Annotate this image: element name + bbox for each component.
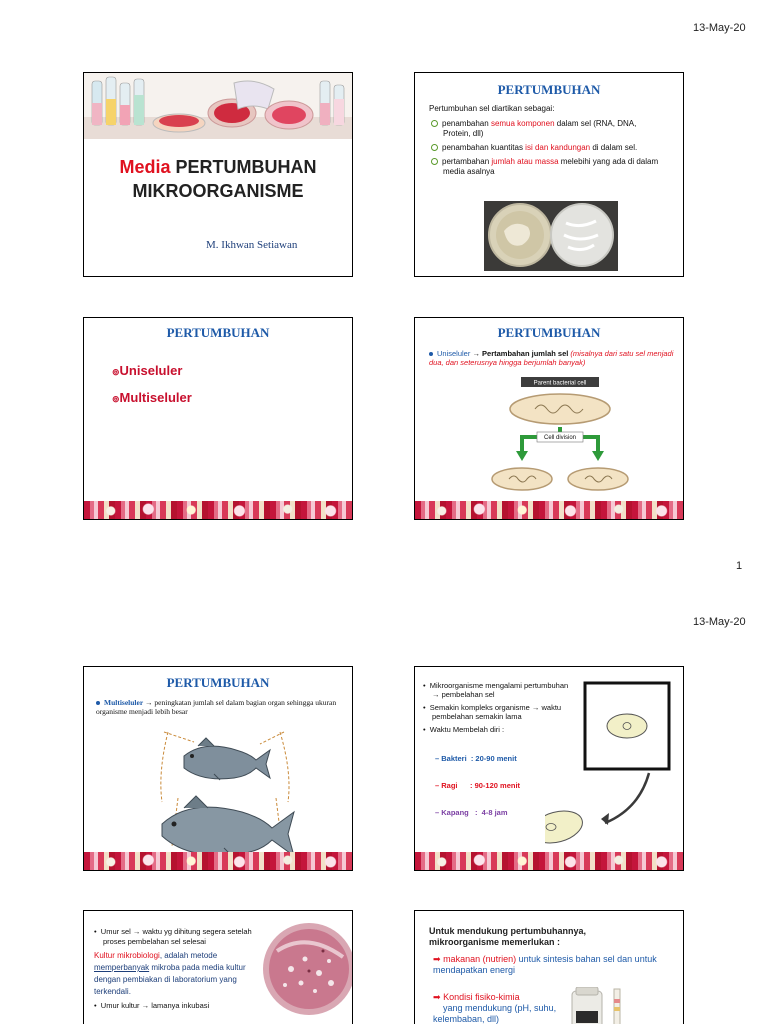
- division-label: Cell division: [543, 435, 577, 441]
- list-item-uniseluler: ⊚Uniseluler: [112, 363, 183, 378]
- fish-growth-illustration: [154, 724, 304, 854]
- petri-dish-photo: [484, 201, 618, 271]
- slide-umur-kultur: [83, 910, 353, 1024]
- multiseluler-definition: Multiseluler → peningkatan jumlah sel dalam bagian organ sehingga ukuran organisme menjadi lebih besar: [96, 698, 337, 716]
- decorative-strip: [415, 852, 683, 870]
- media-bottle-photo: [570, 987, 640, 1024]
- slide-title: PERTUMBUHAN: [497, 82, 601, 97]
- parent-cell-label: Parent bacterial cell: [533, 380, 587, 387]
- daughter-cell: [568, 468, 628, 490]
- slide-pertumbuhan-definisi: [414, 72, 684, 277]
- decorative-strip: [84, 501, 352, 519]
- definition-item: penambahan kuantitas isi dan kandungan di dalam sel.: [431, 143, 663, 153]
- circle-bullet-icon: [431, 158, 438, 165]
- bullet-dot-icon: [429, 352, 433, 356]
- bullet-dot-icon: [96, 701, 100, 705]
- cell-division-diagram: [487, 375, 684, 501]
- division-time-bakteri: – Bakteri : 20-90 menit: [435, 754, 517, 763]
- bacterial-colonies-photo: [261, 921, 353, 1017]
- kultur-definition: Kultur mikrobiologi, adalah metode memperbanyak mikroba pada media kultur dengan pembiakan di laboratorium yang terkendali.: [94, 951, 246, 996]
- list-item: • Umur kultur → lamanya inkubasi: [94, 1001, 210, 1010]
- page2-date: 13-May-20: [693, 616, 746, 628]
- circle-bullet-icon: [431, 144, 438, 151]
- page-number: 1: [736, 560, 743, 572]
- uniseluler-definition: Uniseluler → Pertambahan jumlah sel (misalnya dari satu sel menjadi dua, dan seterusnya hingga berjumlah banyak): [429, 349, 674, 367]
- small-fish: [184, 746, 270, 779]
- decorative-strip: [415, 501, 683, 519]
- arrow-icon: [605, 773, 649, 823]
- slide-multiseluler: [83, 666, 353, 871]
- list-item: • Mikroorganisme mengalami pertumbuhan → pembelahan sel: [423, 681, 569, 699]
- lab-photo-banner: [84, 73, 353, 139]
- slide-title: PERTUMBUHAN: [497, 325, 601, 340]
- large-fish: [162, 807, 294, 854]
- division-time-kapang: – Kapang : 4-8 jam: [435, 808, 508, 817]
- circle-bullet-icon: [431, 120, 438, 127]
- slide-title: PERTUMBUHAN: [166, 325, 270, 340]
- title-line2: MIKROORGANISME: [132, 181, 304, 201]
- slide-title: PERTUMBUHAN: [166, 675, 270, 690]
- arrow-bullet-icon: ➡: [433, 954, 441, 964]
- slide-uniseluler-multiseluler: [83, 317, 353, 520]
- definition-item: pertambahan jumlah atau massa melebihi yang ada di dalam media asalnya: [431, 157, 663, 177]
- intro-text: Pertumbuhan sel diartikan sebagai:: [429, 104, 555, 113]
- slide-heading: Untuk mendukung pertumbuhannya, mikroorganisme memerlukan :: [429, 926, 587, 947]
- parent-cell: [510, 394, 610, 424]
- cell-division-sketch: [545, 677, 675, 852]
- arrow-bullet-icon: ➡: [433, 992, 441, 1002]
- requirement-nutrien: ➡ makanan (nutrien) untuk sintesis bahan sel dan untuk mendapatkan energi: [433, 954, 657, 975]
- division-time-ragi: – Ragi : 90-120 menit: [435, 781, 521, 790]
- requirement-fisiko-kimia: ➡ Kondisi fisiko-kimia yang mendukung (pH, suhu, kelembaban, dll): [433, 992, 557, 1024]
- author: M. Ikhwan Setiawan: [206, 239, 298, 251]
- title-main: PERTUMBUHAN: [175, 157, 317, 177]
- definition-item: penambahan semua komponen dalam sel (RNA, DNA, Protein, dll): [431, 119, 663, 139]
- page1-date: 13-May-20: [693, 22, 746, 34]
- slide-kebutuhan-mikroorganisme: [414, 910, 684, 1024]
- slide-cell-division: [414, 317, 684, 520]
- decorative-strip: [84, 852, 352, 870]
- daughter-cell: [492, 468, 552, 490]
- list-item-multiseluler: ⊚Multiseluler: [112, 390, 192, 405]
- slide-title: [83, 72, 353, 277]
- title-accent: Media: [119, 157, 171, 177]
- slide-pembelahan-sel: [414, 666, 684, 871]
- list-item: • Waktu Membelah diri :: [423, 725, 505, 734]
- list-item: • Umur sel → waktu yg dihitung segera setelah proses pembelahan sel selesai: [94, 927, 252, 946]
- list-item: • Semakin kompleks organisme → waktu pembelahan semakin lama: [423, 703, 562, 721]
